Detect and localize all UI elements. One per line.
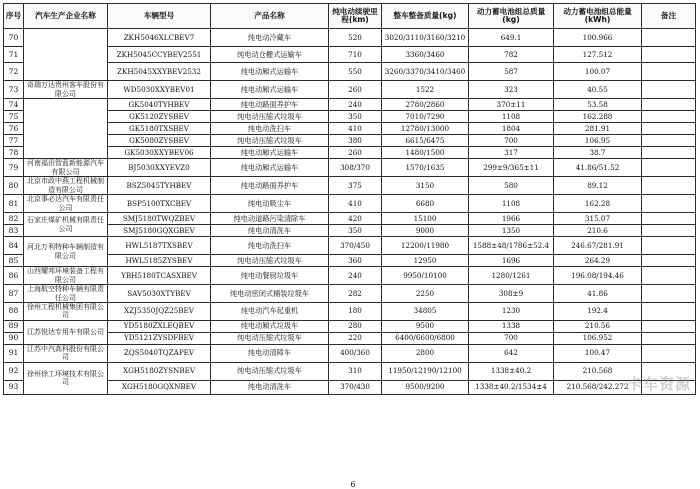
- cell-product: 纯电动清洗车: [211, 225, 329, 237]
- cell-index: 78: [4, 147, 24, 159]
- cell-product: 纯电动压缩式垃圾车: [211, 111, 329, 123]
- cell-company: 上海航空特种车辆有限责任公司: [24, 285, 108, 303]
- cell-note: [642, 303, 696, 321]
- cell-index: 77: [4, 135, 24, 147]
- cell-battery-energy: 89.12: [554, 177, 642, 195]
- cell-model: YD5180ZXLEQBEV: [108, 320, 211, 332]
- table-row: [4, 177, 696, 195]
- table-row: [4, 380, 696, 394]
- cell-range: 310: [329, 362, 382, 380]
- cell-curb-mass: 3360/3460: [382, 47, 469, 63]
- cell-company: [24, 29, 108, 81]
- header-model: 车辆型号: [108, 4, 211, 29]
- cell-curb-mass: 9500/9200: [382, 380, 469, 394]
- cell-index: 90: [4, 332, 24, 344]
- cell-curb-mass: 1570/1635: [382, 159, 469, 177]
- cell-product: 纯电动密闭式桶装垃圾车: [211, 285, 329, 303]
- cell-curb-mass: 7010/7290: [382, 111, 469, 123]
- cell-index: 79: [4, 159, 24, 177]
- cell-curb-mass: 6680: [382, 195, 469, 213]
- cell-index: 86: [4, 267, 24, 285]
- cell-battery-mass: 1280/1261: [469, 267, 554, 285]
- cell-product: 纯电动压缩式垃圾车: [211, 135, 329, 147]
- cell-range: 180: [329, 303, 382, 321]
- cell-model: YD5121ZYSDFBEV: [108, 332, 211, 344]
- cell-curb-mass: 3150: [382, 177, 469, 195]
- header-index: 序号: [4, 4, 24, 29]
- table-row: [4, 303, 696, 321]
- cell-company: 北京事必达汽车有限责任公司: [24, 195, 108, 213]
- table-row: [4, 63, 696, 81]
- cell-product: 纯电动厢式垃圾车: [211, 320, 329, 332]
- cell-index: 91: [4, 344, 24, 362]
- cell-battery-energy: 106.95: [554, 135, 642, 147]
- cell-product: 纯电动洗扫车: [211, 123, 329, 135]
- cell-curb-mass: 2780/2860: [382, 99, 469, 111]
- cell-index: 81: [4, 195, 24, 213]
- cell-note: [642, 111, 696, 123]
- cell-battery-energy: 315.07: [554, 213, 642, 225]
- table-row: [4, 147, 696, 159]
- cell-product: 纯电动仓栅式运输车: [211, 47, 329, 63]
- cell-battery-energy: 38.7: [554, 147, 642, 159]
- cell-range: 220: [329, 332, 382, 344]
- cell-battery-energy: 210.56: [554, 320, 642, 332]
- cell-range: 520: [329, 29, 382, 47]
- cell-battery-energy: 210.568: [554, 362, 642, 380]
- table-row: [4, 344, 696, 362]
- cell-product: 纯电动洗扫车: [211, 237, 329, 255]
- header-note: 备注: [642, 4, 696, 29]
- cell-model: XZJ5350JQZ25BEV: [108, 303, 211, 321]
- table-row: [4, 99, 696, 111]
- cell-model: XGH5180ZYSNBEV: [108, 362, 211, 380]
- table-row: [4, 81, 696, 99]
- cell-product: 纯电动餐厨垃圾车: [211, 267, 329, 285]
- cell-curb-mass: 12200/11980: [382, 237, 469, 255]
- cell-note: [642, 213, 696, 225]
- table-row: [4, 123, 696, 135]
- table-row: [4, 267, 696, 285]
- cell-product: 纯电动厢式运输车: [211, 63, 329, 81]
- table-row: [4, 332, 696, 344]
- cell-battery-mass: 1338: [469, 320, 554, 332]
- cell-battery-mass: 782: [469, 47, 554, 63]
- cell-company: 石家庄煤矿机械有限责任公司: [24, 213, 108, 237]
- cell-model: ZKH5045XXYBEV2532: [108, 63, 211, 81]
- cell-range: 710: [329, 47, 382, 63]
- header-product: 产品名称: [211, 4, 329, 29]
- cell-index: 88: [4, 303, 24, 321]
- cell-battery-mass: 1696: [469, 255, 554, 267]
- cell-range: 308/370: [329, 159, 382, 177]
- cell-battery-mass: 1338±40.2/1534±4: [469, 380, 554, 394]
- cell-company: 奇瑞万达贵州客车股份有限公司: [24, 81, 108, 99]
- cell-index: 92: [4, 362, 24, 380]
- cell-battery-mass: 580: [469, 177, 554, 195]
- table-row: [4, 159, 696, 177]
- cell-model: GK5120ZYSBEV: [108, 111, 211, 123]
- cell-index: 73: [4, 81, 24, 99]
- cell-note: [642, 135, 696, 147]
- cell-note: [642, 63, 696, 81]
- cell-index: 72: [4, 63, 24, 81]
- cell-index: 82: [4, 213, 24, 225]
- cell-model: BSZ5045TYHBEV: [108, 177, 211, 195]
- cell-company: 江苏中汽高科股份有限公司: [24, 344, 108, 362]
- cell-product: 纯电动压缩式垃圾车: [211, 362, 329, 380]
- table-row: [4, 255, 696, 267]
- page-number: 6: [350, 480, 356, 489]
- cell-curb-mass: 3020/3110/3160/3210: [382, 29, 469, 47]
- cell-battery-energy: 40.55: [554, 81, 642, 99]
- cell-curb-mass: 2800: [382, 344, 469, 362]
- cell-range: 350: [329, 225, 382, 237]
- table-row: [4, 225, 696, 237]
- cell-battery-mass: 1338±40.2: [469, 362, 554, 380]
- cell-range: 410: [329, 195, 382, 213]
- cell-range: 282: [329, 285, 382, 303]
- cell-battery-energy: 127.512: [554, 47, 642, 63]
- cell-curb-mass: 12950: [382, 255, 469, 267]
- cell-battery-energy: 100.07: [554, 63, 642, 81]
- header-range: 纯电动续驶里程(km): [329, 4, 382, 29]
- cell-product: 纯电动吸尘车: [211, 195, 329, 213]
- cell-note: [642, 332, 696, 344]
- cell-index: 87: [4, 285, 24, 303]
- table-row: [4, 237, 696, 255]
- cell-product: 纯电动厢式运输车: [211, 81, 329, 99]
- cell-index: 71: [4, 47, 24, 63]
- cell-range: 550: [329, 63, 382, 81]
- cell-battery-energy: 100.966: [554, 29, 642, 47]
- cell-model: BJ5030XXYEVZ0: [108, 159, 211, 177]
- cell-curb-mass: 15100: [382, 213, 469, 225]
- cell-battery-energy: 162.28: [554, 195, 642, 213]
- cell-model: HWL5187TXSBEV: [108, 237, 211, 255]
- cell-model: SMJ5180TWQZBEV: [108, 213, 211, 225]
- cell-curb-mass: 6400/6600/6800: [382, 332, 469, 344]
- cell-company: 北京市政中燕工程机械制造有限公司: [24, 177, 108, 195]
- header-battery-mass: 动力蓄电池组总质量(kg): [469, 4, 554, 29]
- cell-model: YBH5180TCASXBEV: [108, 267, 211, 285]
- cell-battery-mass: 1230: [469, 303, 554, 321]
- cell-range: 380: [329, 135, 382, 147]
- table-row: [4, 362, 696, 380]
- cell-index: 83: [4, 225, 24, 237]
- cell-battery-mass: 1804: [469, 123, 554, 135]
- cell-range: 410: [329, 123, 382, 135]
- table-row: [4, 320, 696, 332]
- header-curb-mass: 整车整备质量(kg): [382, 4, 469, 29]
- cell-model: ZQS5040TQZAPEV: [108, 344, 211, 362]
- cell-range: 280: [329, 320, 382, 332]
- cell-index: 93: [4, 380, 24, 394]
- cell-curb-mass: 9500: [382, 320, 469, 332]
- cell-index: 74: [4, 99, 24, 111]
- cell-range: 400/360: [329, 344, 382, 362]
- cell-model: GK5040TYHBEV: [108, 99, 211, 111]
- cell-index: 84: [4, 237, 24, 255]
- cell-note: [642, 47, 696, 63]
- cell-note: [642, 81, 696, 99]
- cell-note: [642, 159, 696, 177]
- table-row: [4, 135, 696, 147]
- cell-curb-mass: 3260/3370/3410/3460: [382, 63, 469, 81]
- header-company: 汽车生产企业名称: [24, 4, 108, 29]
- cell-curb-mass: 2250: [382, 285, 469, 303]
- cell-battery-mass: 299±9/365±11: [469, 159, 554, 177]
- cell-product: 纯电动厢式运输车: [211, 147, 329, 159]
- cell-curb-mass: 9950/10100: [382, 267, 469, 285]
- table-body: [4, 29, 696, 395]
- cell-battery-energy: 106.952: [554, 332, 642, 344]
- cell-battery-mass: 700: [469, 135, 554, 147]
- cell-note: [642, 255, 696, 267]
- cell-curb-mass: 1480/1500: [382, 147, 469, 159]
- cell-note: [642, 29, 696, 47]
- cell-battery-mass: 642: [469, 344, 554, 362]
- cell-note: [642, 225, 696, 237]
- cell-product: 纯电动道路污染清除车: [211, 213, 329, 225]
- cell-battery-energy: 162.288: [554, 111, 642, 123]
- cell-battery-mass: 1588±48/1786±52.4: [469, 237, 554, 255]
- cell-range: 240: [329, 267, 382, 285]
- cell-model: WD5030XXYBEV01: [108, 81, 211, 99]
- cell-company: 山西耀邦环境装备工程有限公司: [24, 267, 108, 285]
- vehicle-catalog-table: [3, 3, 696, 395]
- cell-battery-mass: 1108: [469, 111, 554, 123]
- cell-curb-mass: 1522: [382, 81, 469, 99]
- cell-battery-energy: 210.568/242.272: [554, 380, 642, 394]
- cell-company: 江苏悦达专用车有限公司: [24, 320, 108, 344]
- cell-battery-mass: 1108: [469, 195, 554, 213]
- cell-battery-mass: 308±9: [469, 285, 554, 303]
- cell-note: [642, 267, 696, 285]
- cell-curb-mass: 11950/12190/12100: [382, 362, 469, 380]
- cell-product: 纯电动路面养护车: [211, 177, 329, 195]
- cell-battery-energy: 264.29: [554, 255, 642, 267]
- cell-product: 纯电动路面养护车: [211, 99, 329, 111]
- cell-note: [642, 344, 696, 362]
- cell-range: 260: [329, 147, 382, 159]
- cell-range: 360: [329, 255, 382, 267]
- cell-model: HWL5185ZYSBEV: [108, 255, 211, 267]
- cell-note: [642, 195, 696, 213]
- cell-model: ZKH5046XLCBEV7: [108, 29, 211, 47]
- cell-product: 纯电动清洗车: [211, 380, 329, 394]
- cell-product: 纯电动厢式运输车: [211, 159, 329, 177]
- cell-company: 徐州工程机械集团有限公司: [24, 303, 108, 321]
- cell-product: 纯电动汽车起重机: [211, 303, 329, 321]
- cell-battery-mass: 1966: [469, 213, 554, 225]
- cell-range: 375: [329, 177, 382, 195]
- cell-battery-mass: 700: [469, 332, 554, 344]
- cell-note: [642, 177, 696, 195]
- cell-battery-mass: 1350: [469, 225, 554, 237]
- table-row: [4, 285, 696, 303]
- cell-battery-energy: 246.67/281.91: [554, 237, 642, 255]
- cell-note: [642, 285, 696, 303]
- cell-battery-energy: 41.86: [554, 285, 642, 303]
- cell-company: [24, 99, 108, 159]
- cell-battery-mass: 370±11: [469, 99, 554, 111]
- cell-range: 260: [329, 81, 382, 99]
- table-header-row: [4, 4, 696, 29]
- cell-model: GK5180TXSBEV: [108, 123, 211, 135]
- cell-battery-mass: 649.1: [469, 29, 554, 47]
- cell-index: 70: [4, 29, 24, 47]
- cell-note: [642, 320, 696, 332]
- cell-battery-energy: 281.91: [554, 123, 642, 135]
- cell-range: 370/450: [329, 237, 382, 255]
- table-row: [4, 213, 696, 225]
- cell-battery-energy: 41.86/51.52: [554, 159, 642, 177]
- cell-index: 75: [4, 111, 24, 123]
- cell-product: 纯电动压缩式垃圾车: [211, 332, 329, 344]
- cell-range: 370/430: [329, 380, 382, 394]
- cell-battery-energy: 210.6: [554, 225, 642, 237]
- cell-index: 85: [4, 255, 24, 267]
- cell-index: 89: [4, 320, 24, 332]
- table-row: [4, 195, 696, 213]
- cell-range: 350: [329, 111, 382, 123]
- cell-note: [642, 99, 696, 111]
- cell-model: SMJ5180GQXGBEV: [108, 225, 211, 237]
- cell-note: [642, 237, 696, 255]
- cell-note: [642, 123, 696, 135]
- cell-company: 河北万利特种车辆制造有限公司: [24, 237, 108, 267]
- cell-curb-mass: 9000: [382, 225, 469, 237]
- cell-index: 80: [4, 177, 24, 195]
- cell-model: BSP5100TXCBEV: [108, 195, 211, 213]
- cell-battery-energy: 100.47: [554, 344, 642, 362]
- cell-battery-energy: 192.4: [554, 303, 642, 321]
- table-row: [4, 47, 696, 63]
- cell-battery-energy: 53.58: [554, 99, 642, 111]
- cell-curb-mass: 12780/13000: [382, 123, 469, 135]
- cell-model: GK5080ZYSBEV: [108, 135, 211, 147]
- cell-product: 纯电动冷藏车: [211, 29, 329, 47]
- cell-company: 河南福田智蓝新能源汽车有限公司: [24, 159, 108, 177]
- cell-note: [642, 147, 696, 159]
- table-row: [4, 29, 696, 47]
- cell-range: 420: [329, 213, 382, 225]
- cell-product: 纯电动清障车: [211, 344, 329, 362]
- header-battery-energy: 动力蓄电池组总能量(kWh): [554, 4, 642, 29]
- cell-curb-mass: 34805: [382, 303, 469, 321]
- cell-company: 徐州徐工环境技术有限公司: [24, 362, 108, 394]
- table-row: [4, 111, 696, 123]
- cell-battery-mass: 317: [469, 147, 554, 159]
- cell-curb-mass: 6615/6475: [382, 135, 469, 147]
- cell-model: ZKH5045CCYBEV2551: [108, 47, 211, 63]
- cell-model: GK5030XXYBEV06: [108, 147, 211, 159]
- watermark: 卡车资源: [626, 374, 691, 393]
- cell-model: XGH5180GQXNBEV: [108, 380, 211, 394]
- cell-battery-mass: 587: [469, 63, 554, 81]
- cell-battery-energy: 196.08/194.46: [554, 267, 642, 285]
- cell-model: SAV5030XTYBEV: [108, 285, 211, 303]
- cell-product: 纯电动压缩式垃圾车: [211, 255, 329, 267]
- document-page: [3, 3, 695, 489]
- cell-battery-mass: 323: [469, 81, 554, 99]
- cell-index: 76: [4, 123, 24, 135]
- cell-range: 240: [329, 99, 382, 111]
